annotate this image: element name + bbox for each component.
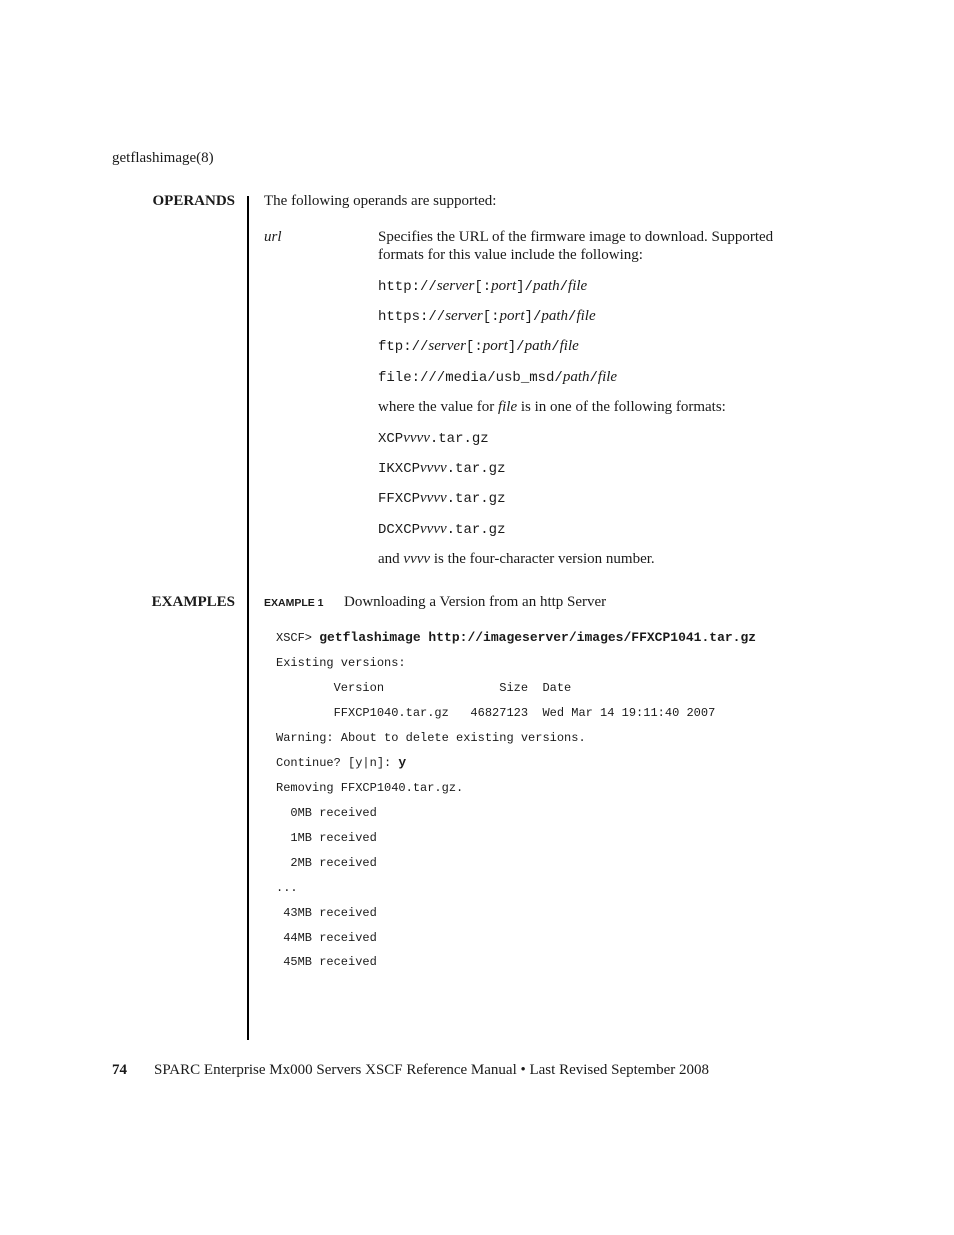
- file-format-xcp: XCPvvvv.tar.gz: [378, 430, 489, 447]
- footer-text: SPARC Enterprise Mx000 Servers XSCF Reference Manual • Last Revised September 2008: [154, 1062, 710, 1078]
- code-progress-line: 2MB received: [276, 856, 377, 870]
- url-format-file: file:///media/usb_msd/path/file: [378, 369, 618, 386]
- file-format-ffxcp: FFXCPvvvv.tar.gz: [378, 490, 506, 507]
- url-format-https: https://server[:port]/path/file: [378, 308, 596, 325]
- url-format-ftp: ftp://server[:port]/path/file: [378, 338, 579, 355]
- code-progress-line: 45MB received: [276, 955, 377, 969]
- example-label: EXAMPLE 1: [264, 597, 324, 609]
- url-description-line2: formats for this value include the following:: [378, 247, 643, 263]
- code-line-continue: Continue? [y|n]: y: [276, 755, 407, 770]
- code-progress-ellipsis: ...: [276, 881, 298, 895]
- section-rule: [247, 196, 249, 1040]
- code-progress-line: 0MB received: [276, 806, 377, 820]
- examples-heading: EXAMPLES: [151, 594, 235, 610]
- url-description-line1: Specifies the URL of the firmware image to download. Supported: [378, 229, 774, 245]
- file-format-ikxcp: IKXCPvvvv.tar.gz: [378, 460, 506, 477]
- file-format-dcxcp: DCXCPvvvv.tar.gz: [378, 521, 506, 538]
- code-progress-line: 44MB received: [276, 931, 377, 945]
- example-title: Downloading a Version from an http Server: [344, 594, 607, 610]
- code-line-existing: Existing versions:: [276, 656, 406, 670]
- code-line-warning: Warning: About to delete existing versions.: [276, 731, 586, 745]
- url-format-http: http://server[:port]/path/file: [378, 278, 588, 295]
- operands-heading: OPERANDS: [152, 193, 235, 209]
- code-command-line: XSCF> getflashimage http://imageserver/images/FFXCP1041.tar.gz: [276, 630, 757, 645]
- code-progress-line: 1MB received: [276, 831, 377, 845]
- code-line-removing: Removing FFXCP1040.tar.gz.: [276, 781, 464, 795]
- version-number-note: and vvvv is the four-character version number.: [378, 551, 655, 567]
- code-table-row: FFXCP1040.tar.gz 46827123 Wed Mar 14 19:11:40 2007: [276, 706, 716, 720]
- code-table-header: Version Size Date: [276, 681, 572, 695]
- url-term: url: [264, 229, 282, 245]
- page-number: 74: [112, 1062, 127, 1078]
- running-header: getflashimage(8): [112, 150, 214, 166]
- file-formats-intro: where the value for file is in one of the following formats:: [378, 399, 726, 415]
- code-progress-line: 43MB received: [276, 906, 377, 920]
- operands-intro: The following operands are supported:: [264, 193, 497, 209]
